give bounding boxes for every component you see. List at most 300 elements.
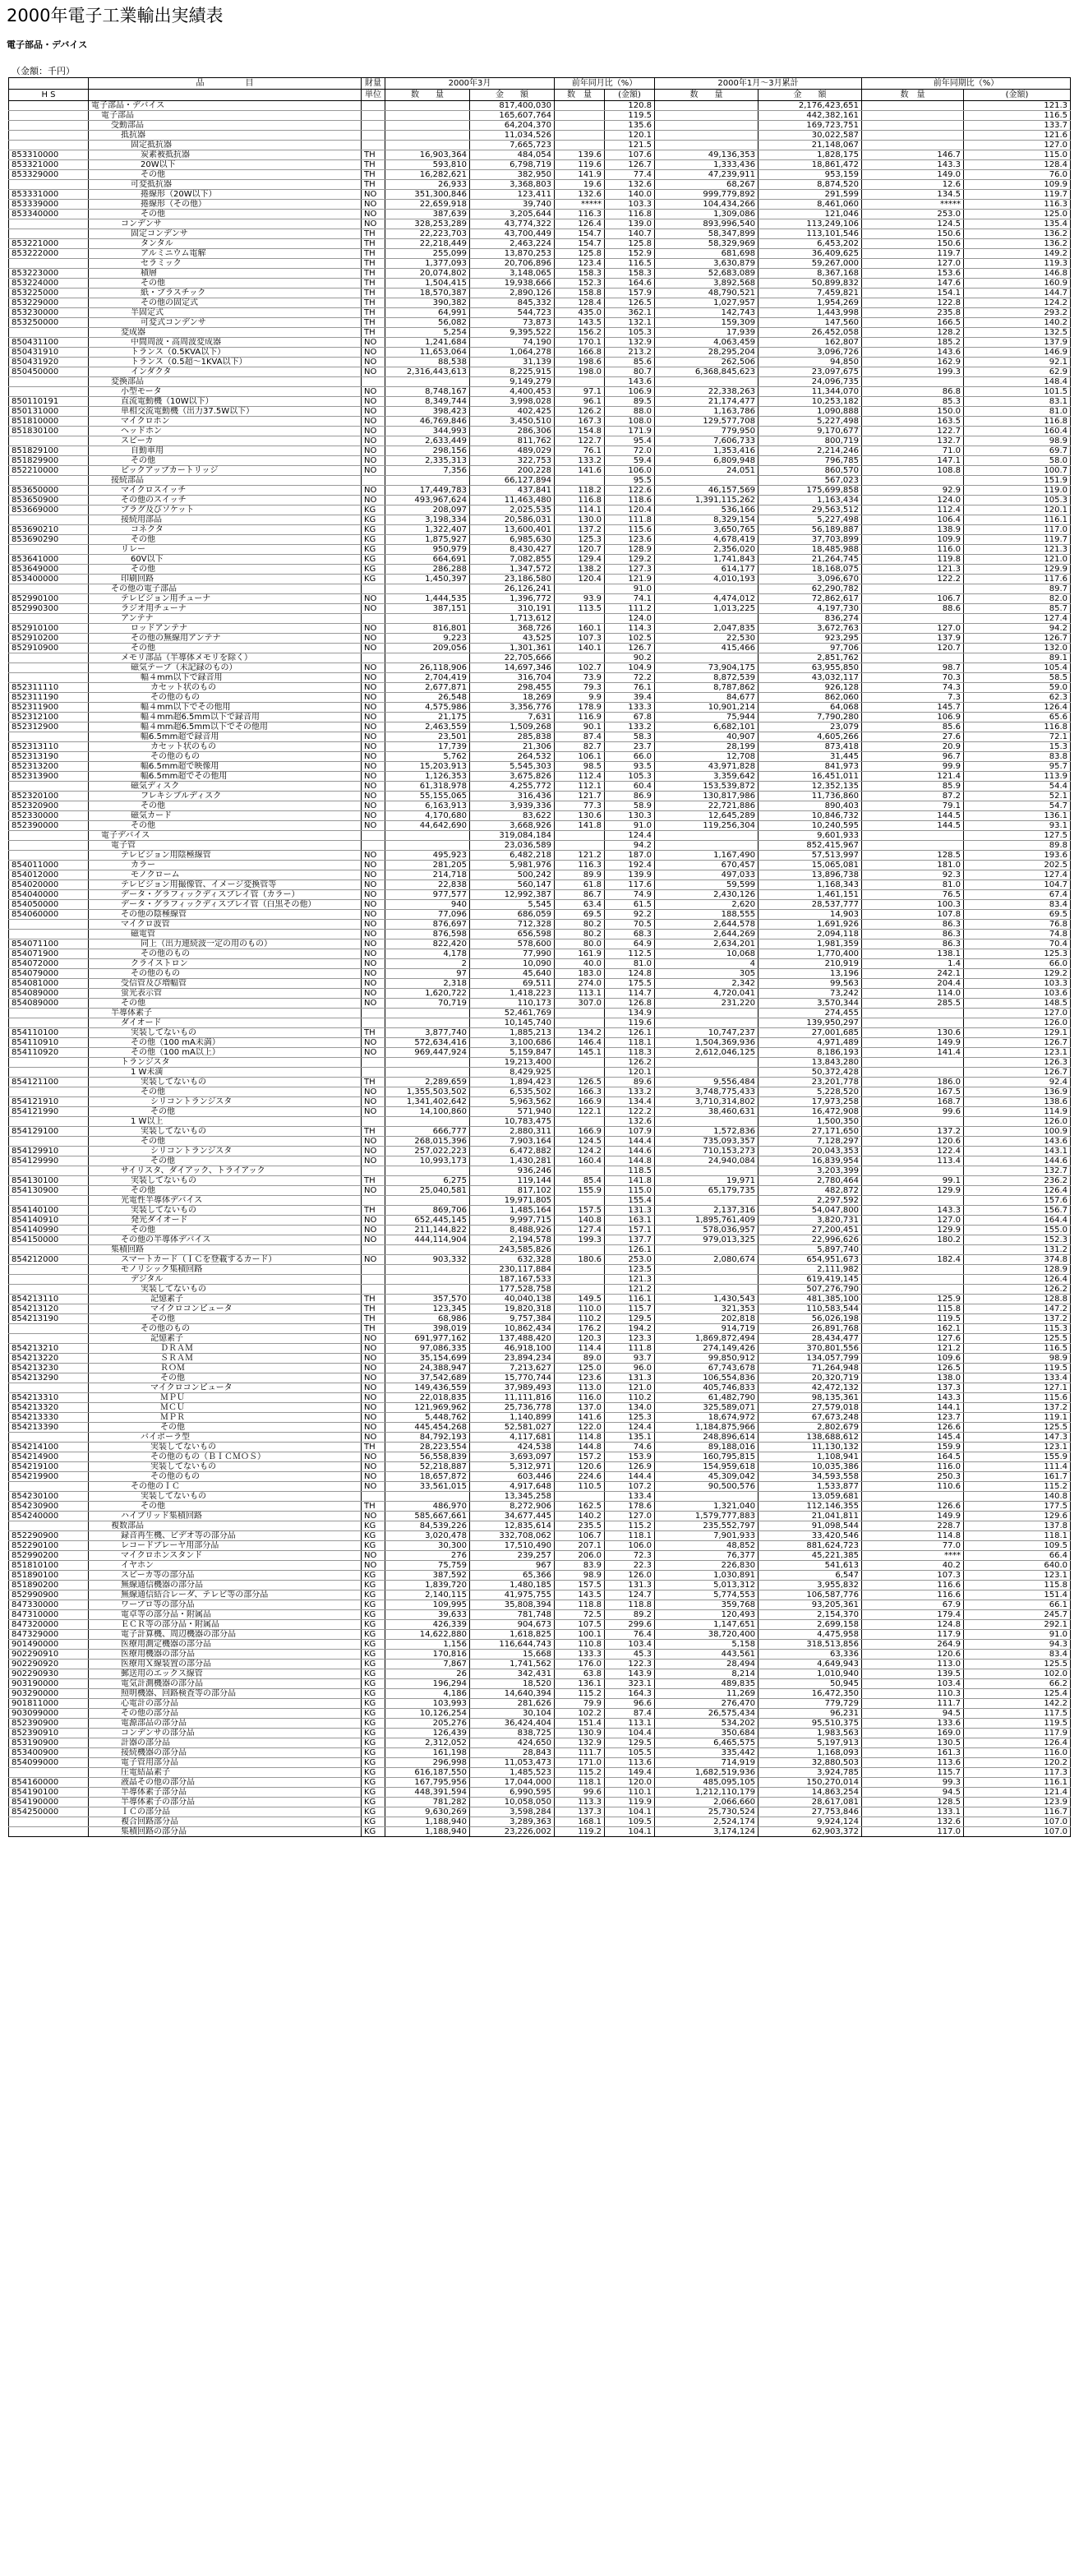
cell-unit: KG — [362, 1729, 385, 1738]
cell-value-yoy: 139.9 — [605, 870, 655, 880]
cell-qty-yoy2: 162.9 — [862, 358, 964, 367]
cell-unit: TH — [362, 1028, 385, 1038]
cell-value-yoy: 112.5 — [605, 949, 655, 959]
cell-value-yoy2: 107.0 — [964, 1817, 1071, 1827]
cell-value-yoy2: 117.5 — [964, 1709, 1071, 1719]
table-row — [9, 831, 1071, 841]
cell-item: 1 W未満 — [89, 1068, 362, 1078]
cell-qty — [385, 584, 470, 594]
cell-unit: NO — [362, 1255, 385, 1265]
cell-value-yoy2: 147.3 — [964, 1433, 1071, 1443]
cell-qty-yoy: 100.1 — [555, 1630, 605, 1640]
cell-value-yoy: 109.5 — [605, 1817, 655, 1827]
cell-value: 936,246 — [470, 1166, 555, 1176]
cell-hs — [9, 1068, 89, 1078]
cell-unit: NO — [362, 496, 385, 506]
cell-value-yoy2: 85.7 — [964, 604, 1071, 614]
cell-value-yoy: 67.8 — [605, 713, 655, 722]
cell-value-yoy: 164.6 — [605, 279, 655, 289]
cell-qty-yoy2 — [862, 653, 964, 663]
cell-value-cum: 318,513,856 — [759, 1640, 862, 1650]
cell-qty: 21,175 — [385, 713, 470, 722]
cell-value-yoy: 81.0 — [605, 959, 655, 969]
cell-hs: 854213310 — [9, 1393, 89, 1403]
cell-qty: 1,839,720 — [385, 1581, 470, 1590]
cell-hs — [9, 436, 89, 446]
cell-qty: 26,118,906 — [385, 663, 470, 673]
cell-qty-cum: 45,309,042 — [655, 1472, 759, 1482]
cell-qty-yoy2: 199.3 — [862, 367, 964, 377]
cell-value-yoy: 126.0 — [605, 1571, 655, 1581]
table-row — [9, 407, 1071, 417]
cell-qty-yoy: 136.1 — [555, 1679, 605, 1689]
cell-qty-yoy: 206.0 — [555, 1551, 605, 1561]
cell-hs — [9, 673, 89, 683]
cell-unit: KG — [362, 1531, 385, 1541]
table-row — [9, 1472, 1071, 1482]
cell-item: 記憶素子 — [89, 1334, 362, 1344]
cell-hs: 854011000 — [9, 861, 89, 870]
cell-unit — [362, 1285, 385, 1295]
cell-unit: KG — [362, 1630, 385, 1640]
cell-value-yoy: 126.1 — [605, 1028, 655, 1038]
cell-qty-yoy: 160.1 — [555, 624, 605, 634]
cell-unit: NO — [362, 1048, 385, 1058]
cell-value-cum: 1,770,400 — [759, 949, 862, 959]
cell-value: 12,992,387 — [470, 890, 555, 900]
table-row — [9, 772, 1071, 782]
cell-qty-yoy: 63.4 — [555, 900, 605, 910]
cell-value-yoy2: 132.0 — [964, 644, 1071, 653]
cell-value-yoy2: 100.9 — [964, 1127, 1071, 1137]
table-row — [9, 841, 1071, 851]
table-row — [9, 792, 1071, 801]
cell-value-yoy2: 66.0 — [964, 959, 1071, 969]
cell-qty: 5,448,762 — [385, 1413, 470, 1423]
cell-qty-yoy2 — [862, 121, 964, 131]
cell-qty-yoy2: 144.5 — [862, 821, 964, 831]
cell-qty-cum: 2,342 — [655, 979, 759, 989]
cell-hs: 847310000 — [9, 1610, 89, 1620]
cell-qty-cum: 614,177 — [655, 565, 759, 575]
cell-qty-cum: 120,493 — [655, 1610, 759, 1620]
cell-item: 照明機器、回路検査等の部分品 — [89, 1689, 362, 1699]
cell-qty: 286,288 — [385, 565, 470, 575]
cell-hs — [9, 1137, 89, 1147]
cell-value: 52,461,769 — [470, 1009, 555, 1018]
cell-qty-cum: 8,787,862 — [655, 683, 759, 693]
cell-qty: 2,704,419 — [385, 673, 470, 683]
cell-unit: NO — [362, 683, 385, 693]
cell-qty: 97 — [385, 969, 470, 979]
cell-item: 幅6.5mm超で録音用 — [89, 732, 362, 742]
cell-unit: TH — [362, 239, 385, 249]
cell-qty-cum — [655, 1275, 759, 1285]
cell-value-yoy2: 82.0 — [964, 594, 1071, 604]
cell-unit — [362, 1068, 385, 1078]
cell-qty-cum: 262,506 — [655, 358, 759, 367]
cell-qty-cum: 160,795,815 — [655, 1452, 759, 1462]
cell-value-yoy2: 125.5 — [964, 1660, 1071, 1669]
cell-item: カセット状のもの — [89, 742, 362, 752]
cell-qty: 977,577 — [385, 890, 470, 900]
cell-qty-cum: 26,575,434 — [655, 1709, 759, 1719]
cell-value-yoy: 61.5 — [605, 900, 655, 910]
cell-unit: KG — [362, 1610, 385, 1620]
cell-unit: NO — [362, 703, 385, 713]
cell-value: 632,328 — [470, 1255, 555, 1265]
cell-qty-yoy: 124.2 — [555, 1147, 605, 1156]
cell-value-yoy: 121.0 — [605, 1383, 655, 1393]
cell-item: 電子部品・デバイス — [89, 101, 362, 111]
cell-value: 3,693,097 — [470, 1452, 555, 1462]
cell-value-yoy2: 115.2 — [964, 1482, 1071, 1492]
cell-qty: 14,622,880 — [385, 1630, 470, 1640]
cell-unit: TH — [362, 1295, 385, 1304]
cell-value-yoy2: 293.2 — [964, 308, 1071, 318]
cell-qty-yoy2: 119.7 — [862, 249, 964, 259]
cell-value-yoy2: 292.1 — [964, 1620, 1071, 1630]
cell-value: 5,981,976 — [470, 861, 555, 870]
cell-qty-yoy2: 27.6 — [862, 732, 964, 742]
cell-hs: 852990300 — [9, 604, 89, 614]
cell-qty-yoy2: 133.6 — [862, 1719, 964, 1729]
cell-value-yoy: 121.2 — [605, 1285, 655, 1295]
cell-value-yoy: 131.3 — [605, 1373, 655, 1383]
cell-value-cum: 4,971,489 — [759, 1038, 862, 1048]
header-value-yoy2: (金額) — [964, 90, 1071, 101]
cell-hs: 852311110 — [9, 683, 89, 693]
cell-value: 904,673 — [470, 1620, 555, 1630]
cell-item: その他のＩＣ — [89, 1482, 362, 1492]
cell-qty-yoy2: 99.1 — [862, 1176, 964, 1186]
cell-item: その他 — [89, 535, 362, 545]
cell-value: 7,213,627 — [470, 1364, 555, 1373]
cell-hs — [9, 1196, 89, 1206]
cell-value-yoy: 113.6 — [605, 1758, 655, 1768]
cell-qty-yoy2: 126.5 — [862, 1364, 964, 1373]
cell-hs: 850110191 — [9, 397, 89, 407]
cell-value-cum: 26,452,058 — [759, 328, 862, 338]
cell-value: 3,668,926 — [470, 821, 555, 831]
cell-qty-yoy2: 121.3 — [862, 565, 964, 575]
cell-item: その他 — [89, 1137, 362, 1147]
table-body — [9, 101, 1071, 1837]
cell-hs: 854214100 — [9, 1443, 89, 1452]
cell-item: アルミニウム電解 — [89, 249, 362, 259]
cell-item: その他 — [89, 565, 362, 575]
cell-hs: 852990900 — [9, 1590, 89, 1600]
cell-qty: 18,570,387 — [385, 289, 470, 298]
cell-qty: 1,620,722 — [385, 989, 470, 999]
cell-qty-cum: 681,698 — [655, 249, 759, 259]
cell-qty: 2,633,449 — [385, 436, 470, 446]
cell-value-yoy2: 136.1 — [964, 811, 1071, 821]
cell-qty-yoy2: 126.6 — [862, 1502, 964, 1512]
cell-value-yoy: 129.5 — [605, 1738, 655, 1748]
cell-value: 13,870,253 — [470, 249, 555, 259]
cell-unit: NO — [362, 989, 385, 999]
cell-value: 5,159,847 — [470, 1048, 555, 1058]
cell-item: ピックアップカートリッジ — [89, 466, 362, 476]
table-row — [9, 555, 1071, 565]
cell-qty-cum: 359,768 — [655, 1600, 759, 1610]
cell-qty-yoy2: 154.1 — [862, 289, 964, 298]
table-row — [9, 782, 1071, 792]
cell-hs: 854213320 — [9, 1403, 89, 1413]
cell-qty: 8,748,167 — [385, 387, 470, 397]
cell-value-yoy2: 143.6 — [964, 1137, 1071, 1147]
cell-unit: TH — [362, 249, 385, 259]
cell-unit: KG — [362, 1541, 385, 1551]
cell-value-yoy: 144.6 — [605, 1147, 655, 1156]
cell-unit: KG — [362, 1590, 385, 1600]
table-row — [9, 1344, 1071, 1354]
cell-qty — [385, 377, 470, 387]
table-row — [9, 565, 1071, 575]
cell-qty: 390,382 — [385, 298, 470, 308]
cell-qty-yoy: 198.0 — [555, 367, 605, 377]
cell-qty-yoy2: 12.6 — [862, 180, 964, 190]
cell-hs: 852990100 — [9, 594, 89, 604]
cell-qty: 398,423 — [385, 407, 470, 417]
cell-qty-yoy: 157.2 — [555, 1452, 605, 1462]
cell-unit: KG — [362, 1669, 385, 1679]
cell-qty-cum — [655, 614, 759, 624]
cell-hs: 854140990 — [9, 1226, 89, 1235]
cell-qty-cum: 52,683,089 — [655, 269, 759, 279]
cell-hs: 853400000 — [9, 575, 89, 584]
cell-qty-cum: 3,174,124 — [655, 1827, 759, 1837]
cell-qty-cum: 1,333,436 — [655, 160, 759, 170]
cell-qty-yoy2: 235.8 — [862, 308, 964, 318]
cell-qty-yoy: ***** — [555, 200, 605, 210]
cell-item: 計器の部分品 — [89, 1738, 362, 1748]
table-row — [9, 397, 1071, 407]
cell-value: 2,890,126 — [470, 289, 555, 298]
cell-value-cum: 1,168,343 — [759, 880, 862, 890]
cell-value-cum: 926,128 — [759, 683, 862, 693]
cell-value-yoy: 64.9 — [605, 939, 655, 949]
cell-qty-yoy2: 20.9 — [862, 742, 964, 752]
cell-qty-yoy: 106.7 — [555, 1531, 605, 1541]
table-row — [9, 673, 1071, 683]
cell-qty-yoy: 93.9 — [555, 594, 605, 604]
cell-unit: TH — [362, 1314, 385, 1324]
cell-qty: 387,592 — [385, 1571, 470, 1581]
cell-qty-cum: 325,589,071 — [655, 1403, 759, 1413]
header-row-2 — [9, 90, 1071, 101]
cell-value-cum: 93,205,361 — [759, 1600, 862, 1610]
cell-qty-yoy2 — [862, 111, 964, 121]
cell-value: 310,191 — [470, 604, 555, 614]
cell-unit: NO — [362, 604, 385, 614]
cell-hs — [9, 663, 89, 673]
cell-item: テレビジョン用陰極線管 — [89, 851, 362, 861]
cell-value-cum: 72,862,617 — [759, 594, 862, 604]
cell-qty-cum: 1,682,519,936 — [655, 1768, 759, 1778]
cell-hs: 853190900 — [9, 1738, 89, 1748]
cell-qty: 1,450,397 — [385, 575, 470, 584]
cell-value-cum: 18,861,472 — [759, 160, 862, 170]
cell-qty-yoy2: 150.6 — [862, 239, 964, 249]
cell-unit: NO — [362, 870, 385, 880]
cell-value-cum: 20,043,353 — [759, 1147, 862, 1156]
cell-value-yoy: 125.3 — [605, 1413, 655, 1423]
table-row — [9, 1354, 1071, 1364]
cell-value-yoy: 128.9 — [605, 545, 655, 555]
cell-qty-yoy2: 138.0 — [862, 1373, 964, 1383]
cell-item: 電子計算機、周辺機器の部分品 — [89, 1630, 362, 1640]
cell-item: 心電計の部分品 — [89, 1699, 362, 1709]
cell-item: ワープロ等の部分品 — [89, 1600, 362, 1610]
cell-value-yoy2: 81.0 — [964, 407, 1071, 417]
cell-value-yoy: 90.2 — [605, 653, 655, 663]
table-row — [9, 1620, 1071, 1630]
cell-qty-cum: 3,630,879 — [655, 259, 759, 269]
cell-qty-yoy: 176.2 — [555, 1324, 605, 1334]
table-row — [9, 683, 1071, 693]
cell-qty-yoy: 118.8 — [555, 1600, 605, 1610]
cell-qty: 68,986 — [385, 1314, 470, 1324]
cell-hs: 854121100 — [9, 1078, 89, 1087]
cell-item: 実装してないもの — [89, 1462, 362, 1472]
table-row — [9, 1590, 1071, 1600]
cell-value: 6,798,719 — [470, 160, 555, 170]
cell-item: 複合回路部分品 — [89, 1817, 362, 1827]
cell-value-yoy2: 67.4 — [964, 890, 1071, 900]
cell-qty-yoy — [555, 1265, 605, 1275]
cell-qty — [385, 1275, 470, 1285]
cell-qty-cum: 65,179,735 — [655, 1186, 759, 1196]
cell-qty-yoy: 166.3 — [555, 1087, 605, 1097]
cell-hs: 852330000 — [9, 811, 89, 821]
cell-value: 13,600,401 — [470, 525, 555, 535]
cell-qty-cum: 3,892,568 — [655, 279, 759, 289]
cell-value-cum: 779,729 — [759, 1699, 862, 1709]
cell-value-yoy: 118.8 — [605, 1600, 655, 1610]
cell-hs — [9, 1334, 89, 1344]
cell-qty: 170,816 — [385, 1650, 470, 1660]
cell-qty-cum: 18,674,972 — [655, 1413, 759, 1423]
cell-qty-yoy2: 117.0 — [862, 1827, 964, 1837]
cell-qty-yoy2: 71.0 — [862, 446, 964, 456]
cell-qty-yoy2: 185.2 — [862, 338, 964, 348]
cell-value: 3,675,826 — [470, 772, 555, 782]
cell-value-yoy: 140.7 — [605, 229, 655, 239]
cell-item: トランジスタ — [89, 1058, 362, 1068]
cell-hs: 854089000 — [9, 999, 89, 1009]
cell-value-yoy2: 116.7 — [964, 1807, 1071, 1817]
cell-hs: 852390000 — [9, 821, 89, 831]
cell-value-yoy: 144.8 — [605, 1156, 655, 1166]
cell-value-cum: 71,264,948 — [759, 1364, 862, 1373]
cell-value-cum: 23,097,675 — [759, 367, 862, 377]
cell-item: クライストロン — [89, 959, 362, 969]
table-row — [9, 999, 1071, 1009]
cell-qty-cum: 68,267 — [655, 180, 759, 190]
cell-unit — [362, 1265, 385, 1275]
cell-value-yoy2: 123.1 — [964, 1571, 1071, 1581]
table-row — [9, 160, 1071, 170]
cell-value-cum: 37,703,899 — [759, 535, 862, 545]
cell-qty-yoy: 123.4 — [555, 259, 605, 269]
cell-unit: NO — [362, 801, 385, 811]
cell-hs: 851829100 — [9, 446, 89, 456]
cell-value: 1,713,612 — [470, 614, 555, 624]
cell-qty-cum: 485,095,105 — [655, 1778, 759, 1788]
cell-unit: KG — [362, 1650, 385, 1660]
cell-unit: NO — [362, 456, 385, 466]
cell-qty: 950,979 — [385, 545, 470, 555]
cell-value-cum: 94,850 — [759, 358, 862, 367]
cell-value-cum: 7,128,297 — [759, 1137, 862, 1147]
cell-hs: 852390900 — [9, 1719, 89, 1729]
table-row — [9, 131, 1071, 141]
cell-hs — [9, 180, 89, 190]
cell-qty: 4,178 — [385, 949, 470, 959]
cell-value-cum: 210,919 — [759, 959, 862, 969]
cell-qty-yoy2: 159.9 — [862, 1443, 964, 1452]
cell-qty-cum: 38,460,631 — [655, 1107, 759, 1117]
cell-qty-yoy2: 147.1 — [862, 456, 964, 466]
table-row — [9, 1729, 1071, 1738]
cell-value-cum: 42,472,132 — [759, 1383, 862, 1393]
cell-qty-yoy: 110.2 — [555, 1314, 605, 1324]
cell-qty-yoy: 170.1 — [555, 338, 605, 348]
cell-item: 抵抗器 — [89, 131, 362, 141]
cell-unit: NO — [362, 1235, 385, 1245]
cell-value-yoy2: 98.9 — [964, 1354, 1071, 1364]
cell-qty-cum: 153,539,872 — [655, 782, 759, 792]
cell-qty-yoy2: 124.5 — [862, 219, 964, 229]
cell-qty-yoy: 122.0 — [555, 1423, 605, 1433]
cell-qty-cum: 321,353 — [655, 1304, 759, 1314]
table-row — [9, 1758, 1071, 1768]
cell-value-cum: 567,023 — [759, 476, 862, 486]
cell-qty-cum: 38,720,400 — [655, 1630, 759, 1640]
cell-value-yoy: 95.4 — [605, 436, 655, 446]
cell-value: 19,938,666 — [470, 279, 555, 289]
cell-qty-yoy: 97.1 — [555, 387, 605, 397]
cell-hs: 854060000 — [9, 910, 89, 920]
cell-value-cum: 5,227,498 — [759, 515, 862, 525]
cell-item: 電卓等の部分品・附属品 — [89, 1610, 362, 1620]
cell-qty-yoy2: 144.1 — [862, 1403, 964, 1413]
cell-qty-cum: 1,895,761,409 — [655, 1216, 759, 1226]
cell-value-yoy2: 374.8 — [964, 1255, 1071, 1265]
cell-qty: 2,335,313 — [385, 456, 470, 466]
cell-value-cum: 63,336 — [759, 1650, 862, 1660]
table-row — [9, 1314, 1071, 1324]
cell-qty-cum: 17,939 — [655, 328, 759, 338]
cell-qty-yoy: 155.9 — [555, 1186, 605, 1196]
cell-unit — [362, 111, 385, 121]
cell-hs: 853690210 — [9, 525, 89, 535]
cell-qty-yoy: 176.0 — [555, 1660, 605, 1669]
cell-qty-cum: 914,719 — [655, 1324, 759, 1334]
cell-qty-yoy: 114.1 — [555, 506, 605, 515]
table-row — [9, 338, 1071, 348]
cell-qty: 7,867 — [385, 1660, 470, 1669]
table-row — [9, 969, 1071, 979]
cell-value-yoy2: 117.6 — [964, 575, 1071, 584]
cell-value: 402,425 — [470, 407, 555, 417]
cell-value: 45,640 — [470, 969, 555, 979]
cell-qty: 11,653,064 — [385, 348, 470, 358]
cell-value-cum: 16,451,011 — [759, 772, 862, 782]
cell-qty-yoy2 — [862, 1492, 964, 1502]
